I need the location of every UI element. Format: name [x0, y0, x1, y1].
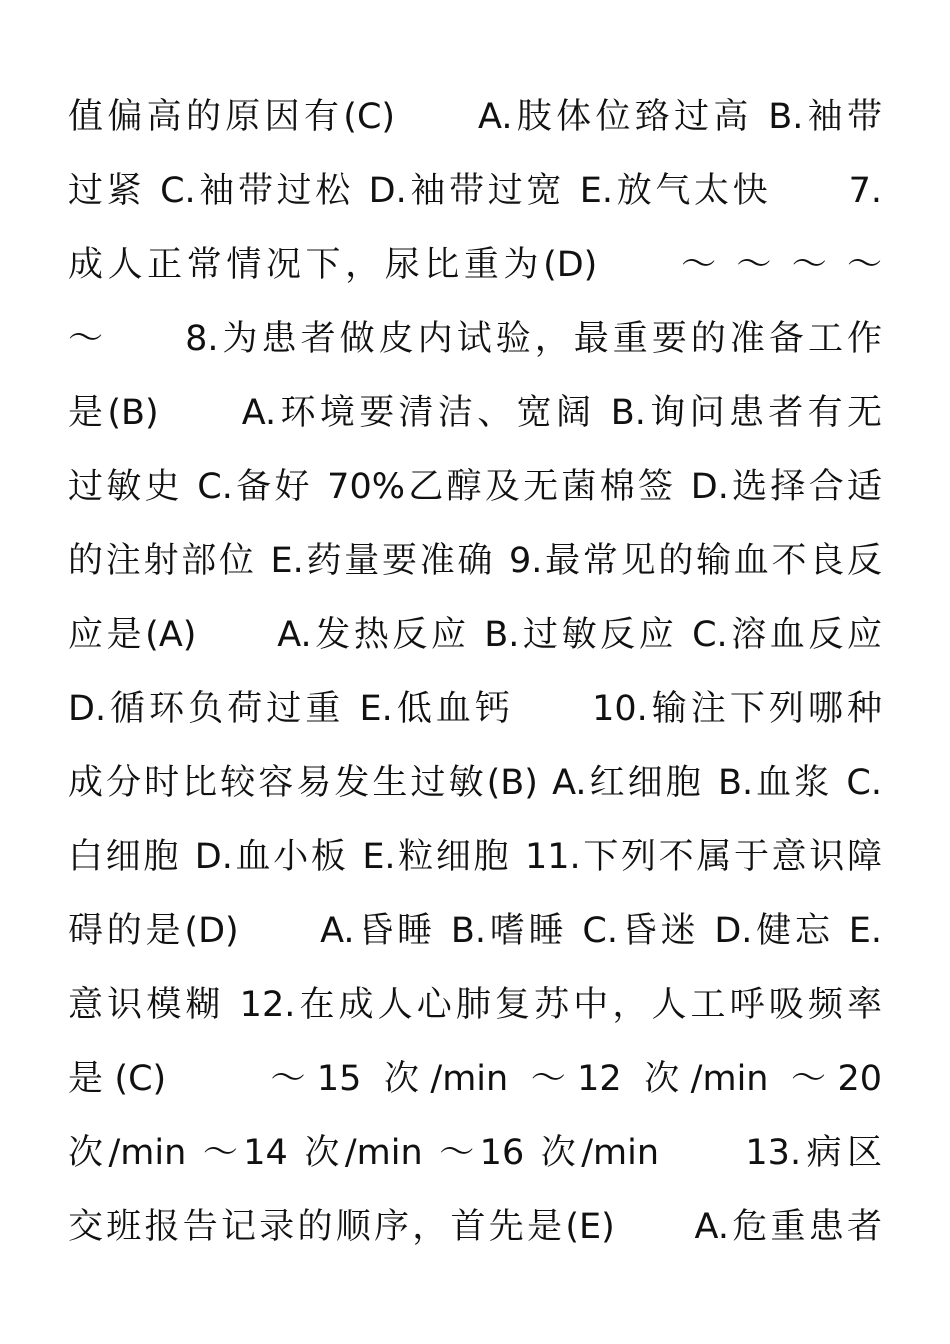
- text-line-13: 意识模糊 12.在成人心肺复苏中，人工呼吸频率: [68, 985, 882, 1025]
- text-line-6: 过敏史 C.备好 70%乙醇及无菌棉签 D.选择合适: [68, 467, 882, 507]
- body-text: [68, 80, 882, 1264]
- text-line-12: 碍的是(D) A.昏睡 B.嗜睡 C.昏迷 D.健忘 E.: [68, 911, 882, 951]
- text-line-2: 过紧 C.袖带过松 D.袖带过宽 E.放气太快 7.: [68, 171, 882, 211]
- text-line-5: 是(B) A.环境要清洁、宽阔 B.询问患者有无: [68, 393, 882, 433]
- text-line-1: 值偏高的原因有(C) A.肢体位臵过高 B.袖带: [68, 97, 882, 137]
- text-line-8: 应是(A) A.发热反应 B.过敏反应 C.溶血反应: [68, 615, 882, 655]
- text-line-15: 次/min ～14 次/min ～16 次/min 13.病区: [68, 1133, 882, 1173]
- text-line-16: 交班报告记录的顺序，首先是(E) A.危重患者: [68, 1207, 882, 1247]
- text-line-10: 成分时比较容易发生过敏(B) A.红细胞 B.血浆 C.: [68, 763, 882, 803]
- text-line-11: 白细胞 D.血小板 E.粒细胞 11.下列不属于意识障: [68, 837, 882, 877]
- text-line-9: D.循环负荷过重 E.低血钙 10.输注下列哪种: [68, 689, 882, 729]
- text-line-4: ～ 8.为患者做皮内试验，最重要的准备工作: [68, 319, 882, 359]
- text-line-14: 是(C) ～15 次/min ～12 次/min ～20: [68, 1059, 882, 1099]
- text-line-3: 成人正常情况下，尿比重为(D) ～ ～ ～ ～: [68, 245, 882, 285]
- text-line-7: 的注射部位 E.药量要准确 9.最常见的输血不良反: [68, 541, 882, 581]
